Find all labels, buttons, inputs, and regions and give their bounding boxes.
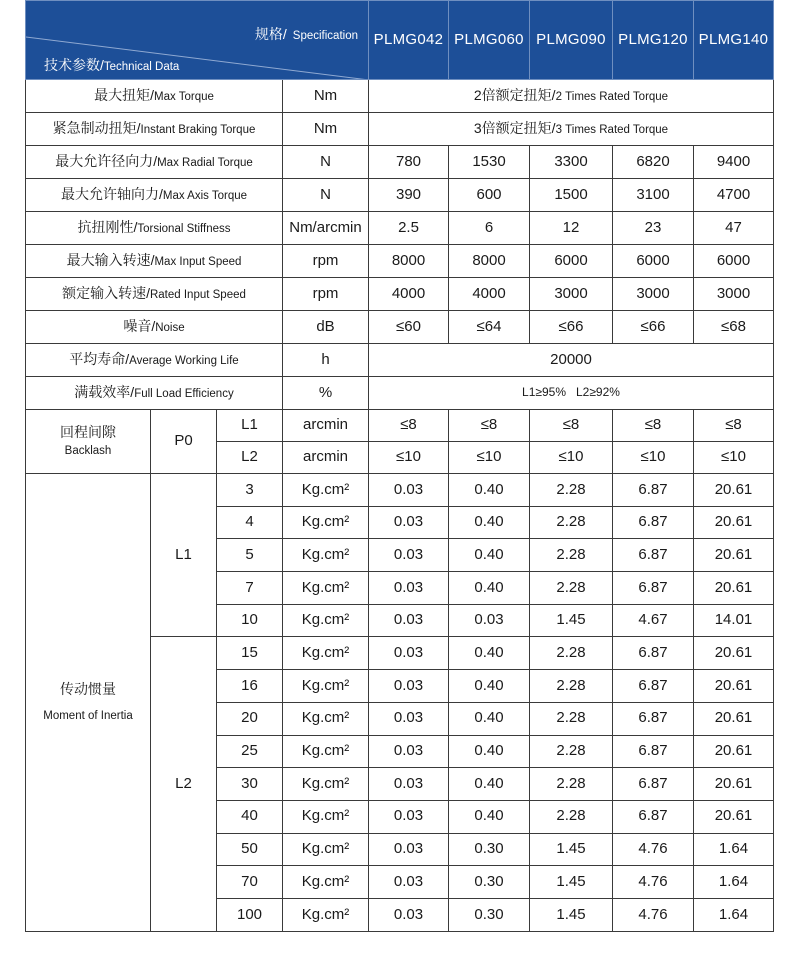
value-cell: 0.03 bbox=[369, 702, 449, 735]
value-cell: 6 bbox=[449, 212, 530, 245]
value-cell: 2.28 bbox=[530, 506, 613, 539]
value-cell: 2.28 bbox=[530, 572, 613, 605]
param-label-en: Average Working Life bbox=[129, 355, 239, 368]
merged-value-cell: L1≥95% L2≥92% bbox=[369, 377, 774, 410]
param-row bbox=[26, 179, 774, 212]
param-label bbox=[26, 245, 283, 278]
ratio-cell: 10 bbox=[217, 604, 283, 637]
value-cell: ≤64 bbox=[449, 311, 530, 344]
unit-cell: arcmin bbox=[283, 410, 369, 442]
value-cell: 3000 bbox=[694, 278, 774, 311]
value-cell: 0.30 bbox=[449, 833, 530, 866]
unit-cell: dB bbox=[283, 311, 369, 344]
value-cell: 2.28 bbox=[530, 800, 613, 833]
unit-cell: Kg.cm² bbox=[283, 898, 369, 931]
value-cell: 6.87 bbox=[613, 735, 694, 768]
param-label-en: Max Input Speed bbox=[154, 256, 242, 269]
backlash-label-en: Backlash bbox=[64, 444, 112, 457]
param-label bbox=[26, 80, 283, 113]
param-label-cn: 最大扭矩/ bbox=[94, 87, 154, 104]
value-cell: 0.03 bbox=[369, 800, 449, 833]
value-cell: 0.03 bbox=[369, 506, 449, 539]
value-cell: 4.76 bbox=[613, 866, 694, 899]
value-cell: ≤68 bbox=[694, 311, 774, 344]
param-label bbox=[26, 377, 283, 410]
value-cell: 6.87 bbox=[613, 702, 694, 735]
param-label-en: Instant Braking Torque bbox=[140, 124, 256, 137]
value-cell: 8000 bbox=[449, 245, 530, 278]
ratio-cell: 3 bbox=[217, 474, 283, 507]
value-cell: 0.40 bbox=[449, 474, 530, 507]
merged-value-cn: 2倍额定扭矩/ bbox=[473, 86, 556, 103]
unit-cell: Kg.cm² bbox=[283, 604, 369, 637]
value-cell: 2.28 bbox=[530, 735, 613, 768]
value-cell: 0.03 bbox=[369, 898, 449, 931]
value-cell: 1530 bbox=[449, 146, 530, 179]
value-cell: 23 bbox=[613, 212, 694, 245]
value-cell: 2.28 bbox=[530, 702, 613, 735]
param-label-en: Max Torque bbox=[154, 91, 214, 104]
value-cell: 6820 bbox=[613, 146, 694, 179]
unit-cell: Nm bbox=[283, 80, 369, 113]
value-cell: 3000 bbox=[613, 278, 694, 311]
value-cell: 2.5 bbox=[369, 212, 449, 245]
param-label bbox=[26, 146, 283, 179]
ratio-cell: 100 bbox=[217, 898, 283, 931]
value-cell: 6.87 bbox=[613, 670, 694, 703]
value-cell: 390 bbox=[369, 179, 449, 212]
stage-group-cell: L1 bbox=[151, 474, 217, 637]
ratio-cell: 30 bbox=[217, 768, 283, 801]
value-cell: 1.64 bbox=[694, 866, 774, 899]
unit-cell: Kg.cm² bbox=[283, 800, 369, 833]
merged-value-cell bbox=[369, 113, 774, 146]
stage-cell: L2 bbox=[217, 442, 283, 474]
value-cell: 0.40 bbox=[449, 735, 530, 768]
unit-cell: Kg.cm² bbox=[283, 506, 369, 539]
value-cell: 0.03 bbox=[369, 604, 449, 637]
param-label bbox=[26, 179, 283, 212]
value-cell: 20.61 bbox=[694, 637, 774, 670]
ratio-cell: 25 bbox=[217, 735, 283, 768]
value-cell: 4.76 bbox=[613, 833, 694, 866]
value-cell: ≤10 bbox=[369, 442, 449, 474]
backlash-label bbox=[26, 410, 151, 474]
value-cell: 0.03 bbox=[369, 474, 449, 507]
merged-value-en: 2 Times Rated Torque bbox=[555, 90, 669, 103]
value-cell: 4.76 bbox=[613, 898, 694, 931]
value-cell: 6.87 bbox=[613, 539, 694, 572]
unit-cell: Kg.cm² bbox=[283, 768, 369, 801]
value-cell: 6000 bbox=[530, 245, 613, 278]
param-label-cn: 最大允许轴向力/ bbox=[60, 186, 163, 203]
value-cell: 0.03 bbox=[369, 735, 449, 768]
param-label-en: Max Axis Torque bbox=[162, 190, 248, 203]
ratio-cell: 70 bbox=[217, 866, 283, 899]
value-cell: 6.87 bbox=[613, 506, 694, 539]
param-label-cn: 最大输入转速/ bbox=[66, 252, 155, 269]
param-label-cn: 紧急制动扭矩/ bbox=[52, 120, 141, 137]
ratio-cell: 7 bbox=[217, 572, 283, 605]
inertia-label-cn: 传动惯量 bbox=[60, 681, 116, 698]
value-cell: 12 bbox=[530, 212, 613, 245]
value-cell: 20.61 bbox=[694, 735, 774, 768]
param-label-cn: 噪音/ bbox=[123, 318, 156, 335]
value-cell: 0.40 bbox=[449, 768, 530, 801]
unit-cell: Kg.cm² bbox=[283, 866, 369, 899]
param-label bbox=[26, 113, 283, 146]
param-label-en: Noise bbox=[155, 322, 185, 335]
param-label-cn: 最大允许径向力/ bbox=[55, 153, 158, 170]
inertia-label-en: Moment of Inertia bbox=[43, 709, 133, 722]
value-cell: 4.67 bbox=[613, 604, 694, 637]
value-cell: ≤66 bbox=[530, 311, 613, 344]
value-cell: 3000 bbox=[530, 278, 613, 311]
value-cell: 2.28 bbox=[530, 474, 613, 507]
value-cell: 6000 bbox=[694, 245, 774, 278]
unit-cell: Nm bbox=[283, 113, 369, 146]
backlash-label-cn: 回程间隙 bbox=[60, 424, 116, 441]
value-cell: 0.40 bbox=[449, 539, 530, 572]
unit-cell: Kg.cm² bbox=[283, 539, 369, 572]
ratio-cell: 20 bbox=[217, 702, 283, 735]
param-label-cn: 抗扭刚性/ bbox=[77, 219, 138, 236]
ratio-cell: 5 bbox=[217, 539, 283, 572]
merged-value-cell: 20000 bbox=[369, 344, 774, 377]
value-cell: 6.87 bbox=[613, 572, 694, 605]
value-cell: 0.03 bbox=[369, 768, 449, 801]
unit-cell: Kg.cm² bbox=[283, 572, 369, 605]
unit-cell: Kg.cm² bbox=[283, 702, 369, 735]
value-cell: 1.45 bbox=[530, 898, 613, 931]
model-header: PLMG120 bbox=[613, 1, 694, 80]
param-label-cn: 平均寿命/ bbox=[69, 351, 130, 368]
value-cell: 2.28 bbox=[530, 637, 613, 670]
param-row bbox=[26, 278, 774, 311]
unit-cell: Nm/arcmin bbox=[283, 212, 369, 245]
value-cell: ≤66 bbox=[613, 311, 694, 344]
param-label bbox=[26, 278, 283, 311]
value-cell: 4700 bbox=[694, 179, 774, 212]
value-cell: 20.61 bbox=[694, 572, 774, 605]
param-row bbox=[26, 113, 774, 146]
value-cell: 3300 bbox=[530, 146, 613, 179]
param-label bbox=[26, 344, 283, 377]
ratio-cell: 16 bbox=[217, 670, 283, 703]
unit-cell: % bbox=[283, 377, 369, 410]
value-cell: ≤8 bbox=[369, 410, 449, 442]
value-cell: 2.28 bbox=[530, 768, 613, 801]
value-cell: 20.61 bbox=[694, 474, 774, 507]
merged-value-cn: 3倍额定扭矩/ bbox=[473, 119, 556, 136]
param-row bbox=[26, 344, 774, 377]
ratio-cell: 4 bbox=[217, 506, 283, 539]
value-cell: ≤10 bbox=[694, 442, 774, 474]
param-row bbox=[26, 377, 774, 410]
value-cell: 20.61 bbox=[694, 539, 774, 572]
unit-cell: N bbox=[283, 179, 369, 212]
value-cell: 3100 bbox=[613, 179, 694, 212]
value-cell: 4000 bbox=[449, 278, 530, 311]
unit-cell: N bbox=[283, 146, 369, 179]
unit-cell: Kg.cm² bbox=[283, 637, 369, 670]
unit-cell: Kg.cm² bbox=[283, 735, 369, 768]
model-header: PLMG042 bbox=[369, 1, 449, 80]
unit-cell: Kg.cm² bbox=[283, 670, 369, 703]
value-cell: 1.45 bbox=[530, 833, 613, 866]
param-label-cn: 额定输入转速/ bbox=[62, 285, 150, 302]
unit-cell: Kg.cm² bbox=[283, 833, 369, 866]
value-cell: 6.87 bbox=[613, 800, 694, 833]
unit-cell: arcmin bbox=[283, 442, 369, 474]
header-corner-cell bbox=[26, 1, 369, 80]
param-label-en: Torsional Stiffness bbox=[137, 223, 231, 236]
value-cell: 20.61 bbox=[694, 800, 774, 833]
param-row bbox=[26, 80, 774, 113]
value-cell: 20.61 bbox=[694, 670, 774, 703]
param-label-en: Max Radial Torque bbox=[157, 157, 253, 170]
value-cell: ≤8 bbox=[530, 410, 613, 442]
value-cell: 0.03 bbox=[369, 670, 449, 703]
value-cell: ≤8 bbox=[449, 410, 530, 442]
value-cell: ≤60 bbox=[369, 311, 449, 344]
value-cell: 4000 bbox=[369, 278, 449, 311]
unit-cell: rpm bbox=[283, 278, 369, 311]
ratio-cell: 40 bbox=[217, 800, 283, 833]
unit-cell: h bbox=[283, 344, 369, 377]
spec-table bbox=[25, 0, 774, 932]
value-cell: 600 bbox=[449, 179, 530, 212]
inertia-label bbox=[26, 474, 151, 932]
value-cell: 0.03 bbox=[369, 539, 449, 572]
value-cell: 6000 bbox=[613, 245, 694, 278]
stage-group-cell: L2 bbox=[151, 637, 217, 931]
stage-cell: L1 bbox=[217, 410, 283, 442]
value-cell: 1.45 bbox=[530, 604, 613, 637]
spec-label: 规格/ Specification bbox=[254, 26, 358, 42]
value-cell: 1.45 bbox=[530, 866, 613, 899]
value-cell: 1.64 bbox=[694, 833, 774, 866]
merged-value-cell bbox=[369, 80, 774, 113]
backlash-group-cell: P0 bbox=[151, 410, 217, 474]
model-header: PLMG090 bbox=[530, 1, 613, 80]
param-row bbox=[26, 311, 774, 344]
value-cell: 0.03 bbox=[369, 572, 449, 605]
value-cell: 1.64 bbox=[694, 898, 774, 931]
value-cell: 780 bbox=[369, 146, 449, 179]
value-cell: 0.30 bbox=[449, 866, 530, 899]
value-cell: 20.61 bbox=[694, 506, 774, 539]
param-row bbox=[26, 212, 774, 245]
backlash-row bbox=[26, 410, 774, 442]
value-cell: 0.03 bbox=[369, 866, 449, 899]
value-cell: 20.61 bbox=[694, 702, 774, 735]
spec-table-container bbox=[25, 0, 774, 932]
model-header: PLMG140 bbox=[694, 1, 774, 80]
value-cell: 0.03 bbox=[369, 833, 449, 866]
value-cell: 1500 bbox=[530, 179, 613, 212]
value-cell: 0.03 bbox=[449, 604, 530, 637]
value-cell: 0.03 bbox=[369, 637, 449, 670]
param-label-en: Full Load Efficiency bbox=[134, 388, 234, 401]
param-label bbox=[26, 212, 283, 245]
value-cell: 0.40 bbox=[449, 702, 530, 735]
tech-data-label: 技术参数/Technical Data bbox=[44, 57, 180, 73]
value-cell: ≤10 bbox=[613, 442, 694, 474]
unit-cell: Kg.cm² bbox=[283, 474, 369, 507]
value-cell: 0.40 bbox=[449, 506, 530, 539]
value-cell: 8000 bbox=[369, 245, 449, 278]
value-cell: 14.01 bbox=[694, 604, 774, 637]
param-label-cn: 满载效率/ bbox=[74, 384, 135, 401]
value-cell: 0.40 bbox=[449, 800, 530, 833]
value-cell: ≤10 bbox=[449, 442, 530, 474]
value-cell: 2.28 bbox=[530, 670, 613, 703]
value-cell: ≤10 bbox=[530, 442, 613, 474]
value-cell: 20.61 bbox=[694, 768, 774, 801]
merged-value-en: 3 Times Rated Torque bbox=[555, 123, 669, 136]
value-cell: 2.28 bbox=[530, 539, 613, 572]
param-row bbox=[26, 245, 774, 278]
param-row bbox=[26, 146, 774, 179]
value-cell: 0.40 bbox=[449, 572, 530, 605]
value-cell: 6.87 bbox=[613, 637, 694, 670]
value-cell: 6.87 bbox=[613, 474, 694, 507]
value-cell: 0.30 bbox=[449, 898, 530, 931]
value-cell: 6.87 bbox=[613, 768, 694, 801]
value-cell: 9400 bbox=[694, 146, 774, 179]
value-cell: 47 bbox=[694, 212, 774, 245]
param-label-en: Rated Input Speed bbox=[149, 289, 246, 302]
param-label bbox=[26, 311, 283, 344]
inertia-row bbox=[26, 474, 774, 507]
model-header: PLMG060 bbox=[449, 1, 530, 80]
ratio-cell: 15 bbox=[217, 637, 283, 670]
value-cell: 0.40 bbox=[449, 670, 530, 703]
unit-cell: rpm bbox=[283, 245, 369, 278]
value-cell: 0.40 bbox=[449, 637, 530, 670]
value-cell: ≤8 bbox=[694, 410, 774, 442]
value-cell: ≤8 bbox=[613, 410, 694, 442]
ratio-cell: 50 bbox=[217, 833, 283, 866]
